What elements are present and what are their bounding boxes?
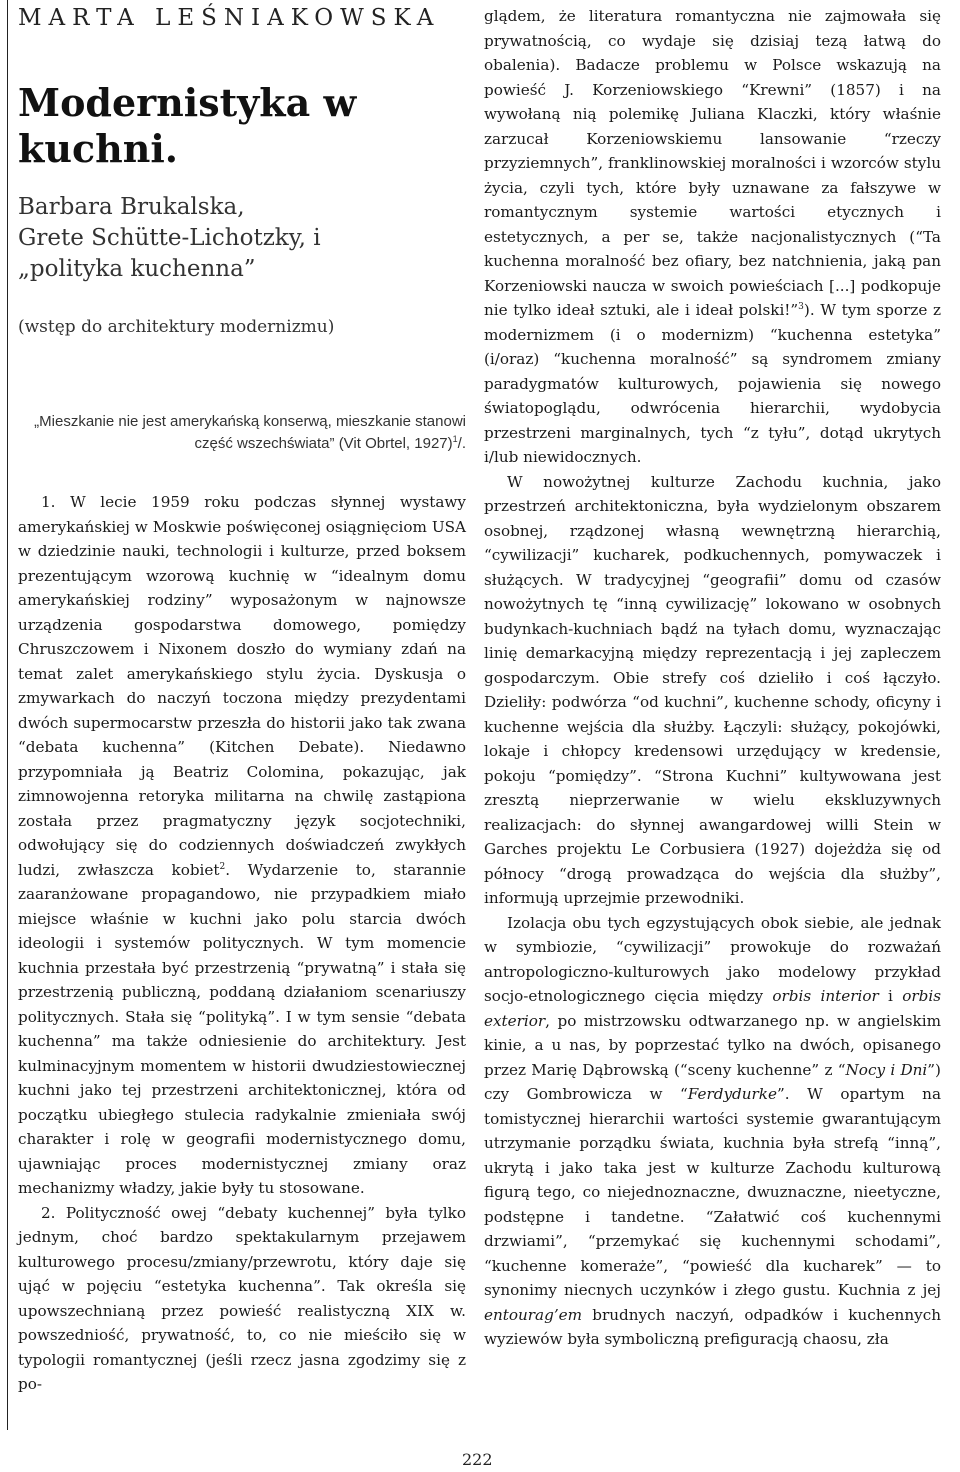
paragraph <box>18 490 466 1201</box>
body-text-right <box>484 4 941 1352</box>
paragraph-text: ). W tym sporze z modernizmem (i o modernizm) “kuchenna estetyka” (i/oraz) “kuchenna moralność” są syndromem zmiany paradygmatów kulturowych, pojawienia się nowego światopoglądu, odwrócenia hierarchii, wydobycia przestrzeni marginalnych, tych “z tyłu”, dotąd ukrytych i/lub niewidocznych. <box>484 301 942 466</box>
paragraph-text: brudnych naczyń, odpadków i kuchennych wyziewów była symboliczną prefiguracją chaosu, zła <box>484 1305 941 1348</box>
footnote-ref: 2 <box>219 861 226 872</box>
article-title: Modernistyka w kuchni. <box>18 80 357 171</box>
right-column <box>484 4 941 1352</box>
italic-term: Nocy i Dni <box>845 1060 928 1079</box>
article-subtitle: Barbara Brukalska, Grete Schütte-Lichotzky, i „polityka kuchenna” <box>18 194 321 282</box>
article-note: (wstęp do architektury modernizmu) <box>18 317 335 337</box>
italic-term: Ferdydurke <box>687 1085 777 1103</box>
footnote-ref: 1 <box>452 434 458 444</box>
paragraph: W nowożytnej kulturze Zachodu kuchnia, jako przestrzeń architektoniczna, była wydzielonym obszarem osobnej, rządzonej własną wewnętrzną hierarchią, “cywilizacji” kucharek, podkuchennych, pomywaczek i służących. W tradycyjnej “geografii” domu od czasów nowożytnych tę “inną cywilizację” lokowano w osobnych budynkach-kuchniach bądź na tyłach domu, wyznaczając linię demarkacyjną między reprezentacją i jej zapleczem gospodarczym. Obie strefy coś dzieliło i coś łączyło. Dzieliły: podwórza “od kuchni”, kuchenne schody, oficyny i kuchenne wejścia dla służby. Łączyli: służący, pokojówki, lokaje i chłopcy kredensowi urzędujący w kredensie, pokoju “pomiędzy”. “Strona Kuchni” kultywowana jest zresztą nieprzerwanie w wielu ekskluzywnych realizacjach: do słynnej awangardowej willi Stein w Garches projektu Le Corbusiera (1927) dojeżdża się od północy “drogą prowadząca do wejścia dla służby”, informują uprzejmie przewodniki. <box>484 472 941 907</box>
italic-term: orbis exterior <box>484 987 941 1030</box>
left-column <box>18 4 466 1397</box>
page-number: 222 <box>462 1450 493 1469</box>
epigraph-text: „Mieszkanie nie jest amerykańską konserwą, mieszkanie stanowi część wszechświata” (Vit Obrtel, 1927) <box>34 413 466 452</box>
paragraph-text: glądem, że literatura romantyczna nie zajmowała się prywatnością, co wydaje się dzisiaj tezą łatwą do obalenia). Badacze problemu w Polsce wskazują na powieść J. Korzeniowskiego “Krewni” (1857) i na wywołaną nią polemikę Juliana Klaczki, który właśnie zarzucał Korzeniowskiemu lansowanie “rzeczy przyziemnych”, franklinowskiej moralności i wzorców stylu życia, czyli tych, które były uznawane za fałszywe w romantycznym systemie wartości etycznych i estetycznych, a per se, także nacjonalistycznych (“Ta kuchenna moralność bez ofiary, bez natchnienia, jaką pan Korzeniowski naucza w swoich powieściach [...] podkopuje nie tylko ideał sztuki, ale i ideał polski!” <box>484 7 941 319</box>
author-name: MARTA LEŚNIAKOWSKA <box>18 5 441 31</box>
paragraph-text: ”. W opartym na tomistycznej hierarchii wartości systemie gwarantującym utrzymanie porządku świata, kuchnia była strefą “inną”, ukrytą i jako taka jest w kulturze Zachodu kulturową figurą tego, co niejednoznaczne, dwuznaczne, nieetyczne, podstępne i tandetne. “Załatwić coś kuchennymi drzwiami”, “przemykać się kuchennymi schodami”, “kuchenne komeraże”, “powieść dla kucharek” — to synonimy niecnych uczynków i złego gustu. Kuchnia z jej <box>484 1085 941 1299</box>
paragraph: 2. Polityczność owej “debaty kuchennej” była tylko jednym, choć bardzo spektakularnym przejawem kulturowego procesu/zmiany/przewrotu, który daje się ująć w pojęciu “estetyka kuchenna”. Tak określa się upowszechnianą przez powieść realistyczną XIX w. powszedniość, prywatność, to, co nie mieściło się w typologii romantycznej (jeśli rzecz jasna zgodzimy się z po- <box>18 1203 466 1393</box>
paragraph-text: ”) czy Gombrowicza w “ <box>484 1060 941 1103</box>
body-text-left <box>18 490 466 1397</box>
paragraph <box>484 911 941 1352</box>
paragraph-text: i <box>878 987 903 1005</box>
footnote-ref: 3 <box>798 301 804 312</box>
paragraph-text: , po mistrzowsku odtwarzanego np. w angielskim kinie, a u nas, by poprzestać tylko na dwóch, opisanego przez Marię Dąbrowską (“sceny kuchenne” z “ <box>484 1011 941 1079</box>
paragraph-text: Izolacja obu tych egzystujących obok siebie, ale jednak w symbiozie, “cywilizacji” prowokuje do rozważań antropologiczno-kulturowych jako modelowy przykład socjo-etnologicznego cięcia między <box>484 913 941 1005</box>
italic-term: orbis interior <box>772 987 879 1005</box>
paragraph <box>484 4 941 470</box>
margin-rule <box>7 0 8 1430</box>
italic-term: entourag’em <box>484 1305 583 1324</box>
paragraph-text: 1. W lecie 1959 roku podczas słynnej wystawy amerykańskiej w Moskwie poświęconej osiągnięciom USA w dziedzinie nauki, technologii i kulturze, przed boksem prezentującym wzorową kuchnię w “idealnym domu amerykańskiej rodziny” wyposażonym w najnowsze urządzenia gospodarstwa domowego, pomiędzy Chruszczowem i Nixonem doszło do wymiany zdań na temat zalet amerykańskiego stylu życia. Dyskusja o zmywarkach do naczyń toczona między prezydentami dwóch supermocarstw przeszła do historii jako tak zwana “debata kuchenna” (Kitchen Debate). Niedawno przypomniała ją Beatriz Colomina, pokazując, jak zimnowojenna retoryka militarna na chwilę zastąpiona została przez pragmatyczny język socjotechniki, odwołujący się do codziennych doświadczeń zwykłych ludzi, zwłaszcza kobiet <box>18 493 466 879</box>
epigraph <box>18 411 466 455</box>
paragraph-text: . Wydarzenie to, starannie zaaranżowane propagandowo, nie przypadkiem miało miejsce właśnie w kuchni jako polu starcia dwóch ideologii i systemów politycznych. W tym momencie kuchnia przestała być przestrzenią “prywatną” i stała się przestrzenią publiczną, poddaną działaniom scenariuszy politycznych. Stała się “polityką”. I w tym sensie “debata kuchenna” ma także odniesienie do architektury. Jest kulminacyjnym momentem w historii dwudziestowiecznej kuchni jako tej przestrzeni architektonicznej, która od początku ubiegłego stulecia radykalnie zmieniała swój charakter i rolę w geografii modernistycznego domu, ujawniając proces modernistycznej zmiany oraz mechanizmy władzy, jakie były tu stosowane. <box>18 860 466 1197</box>
epigraph-tail: /. <box>457 435 466 452</box>
